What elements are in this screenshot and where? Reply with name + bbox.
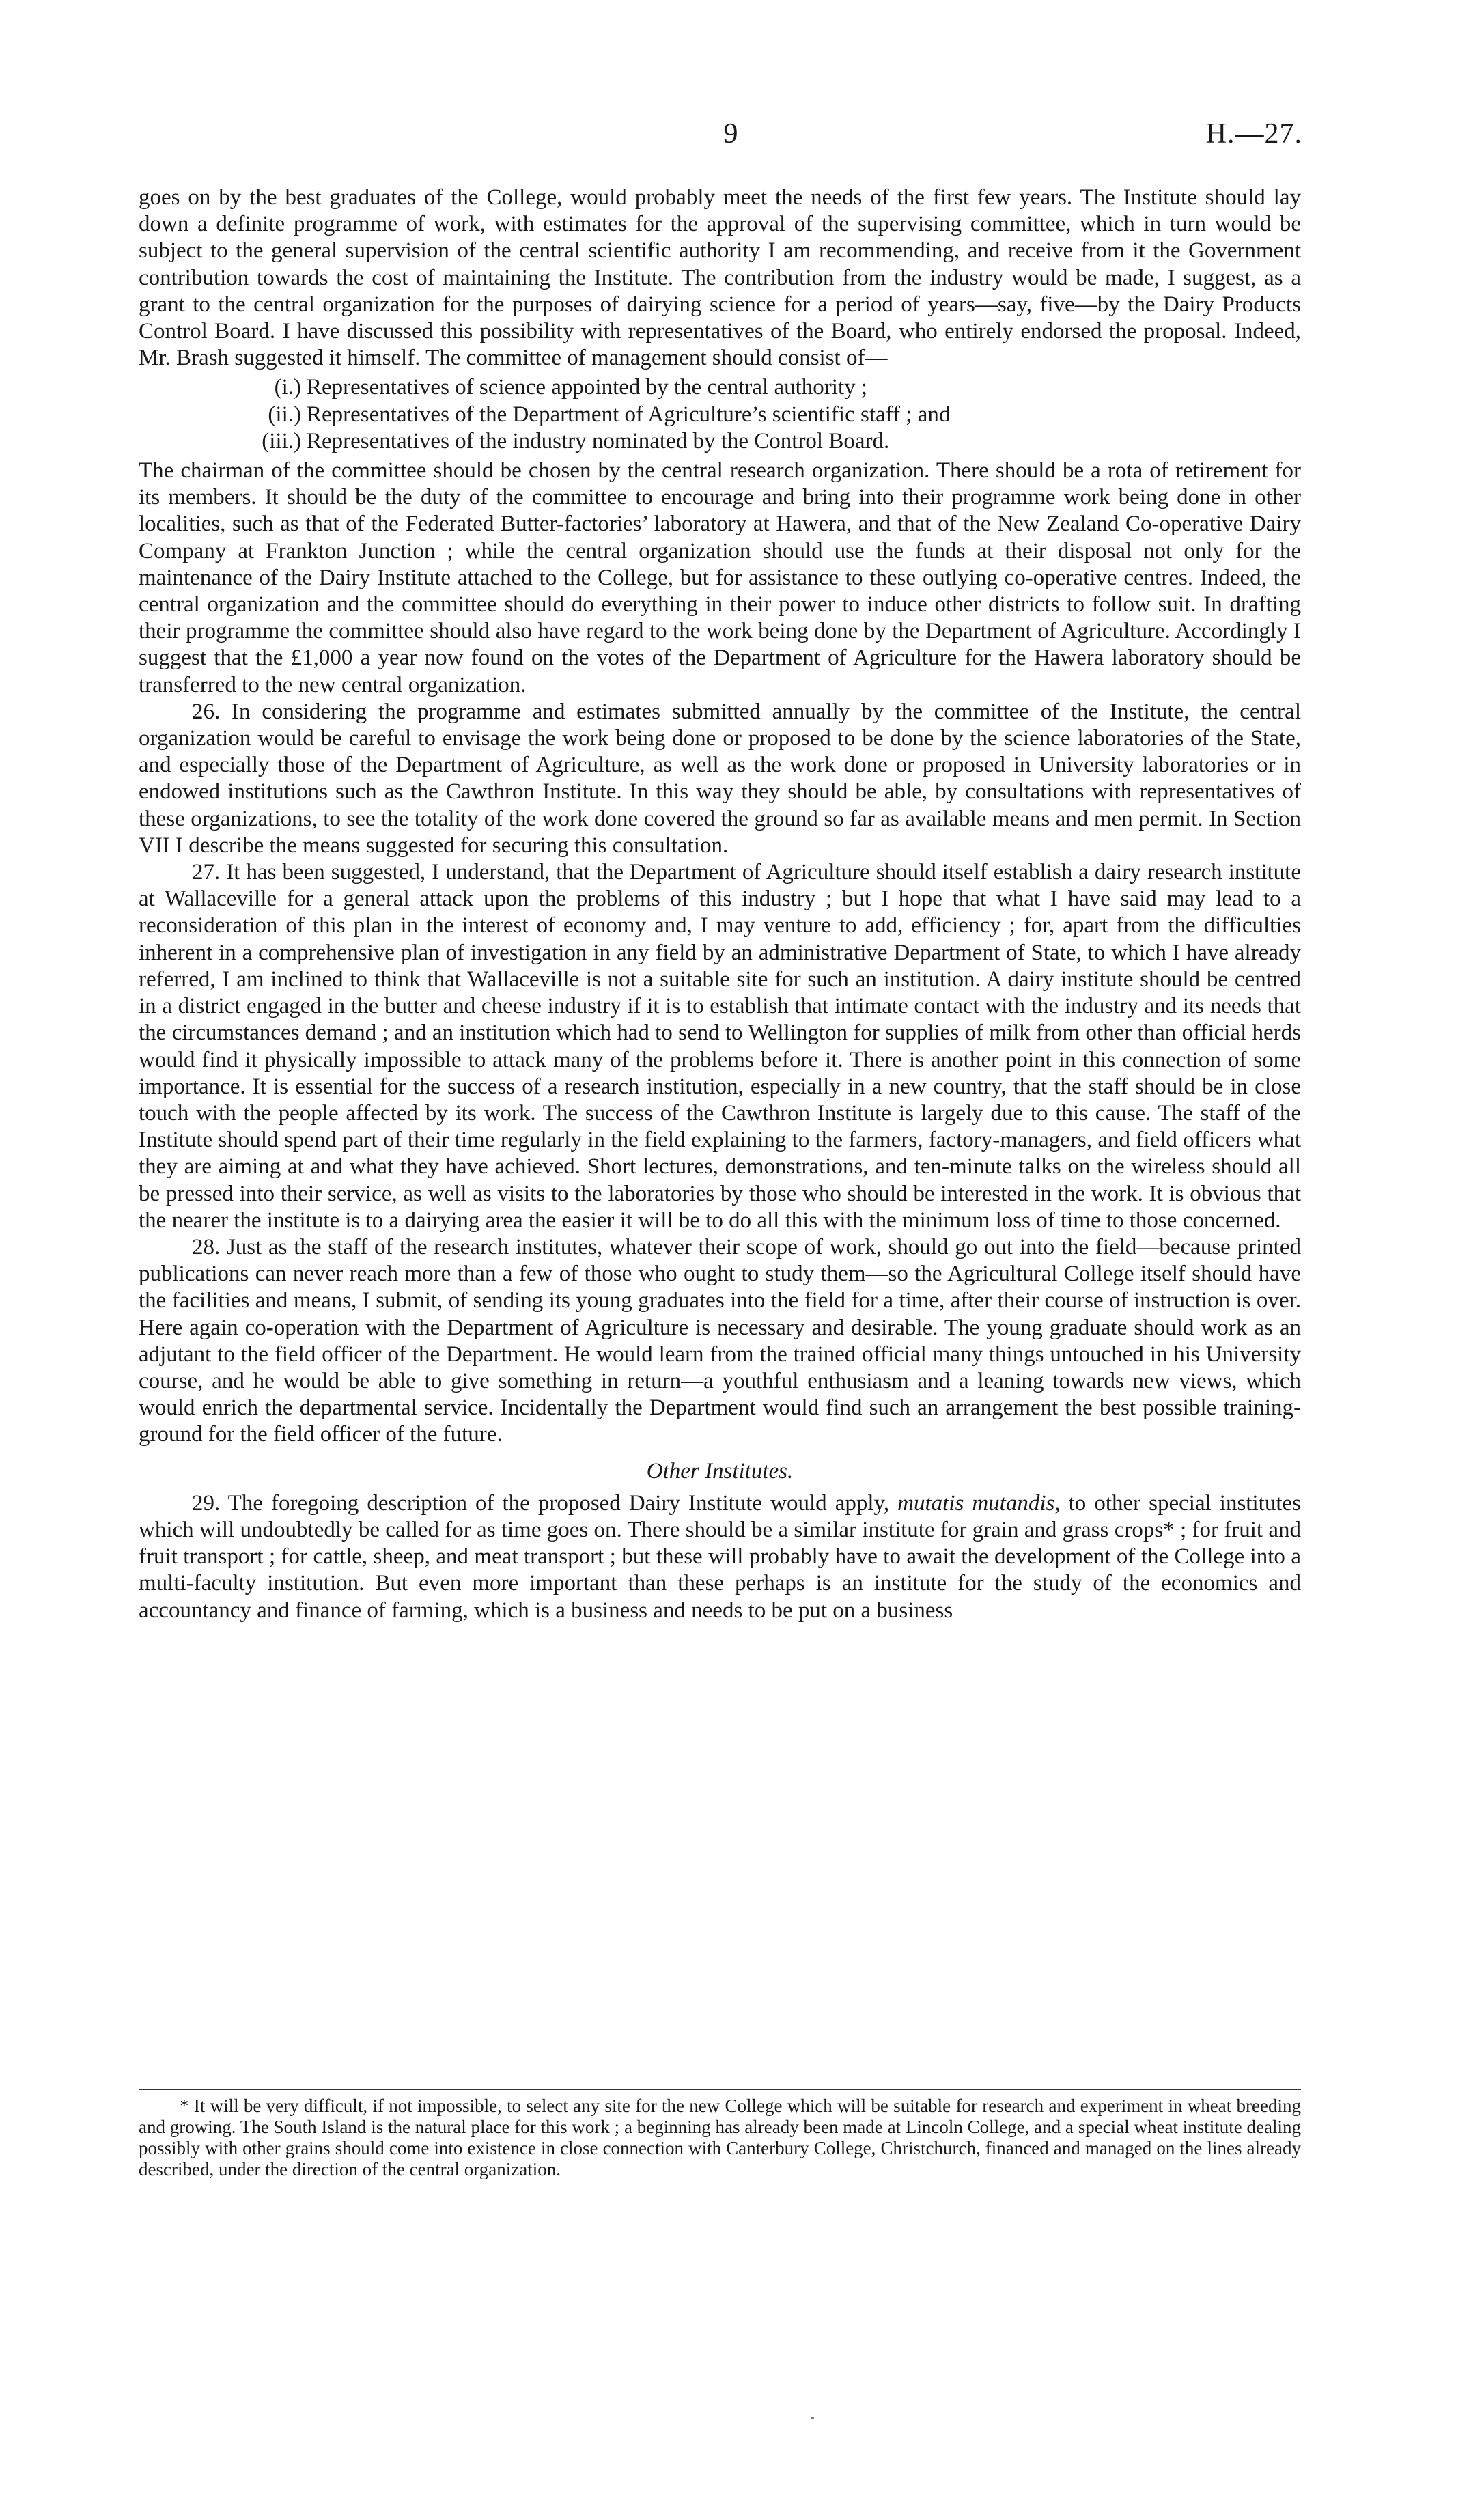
paragraph-26: 26. In considering the programme and estimates submitted annually by the committee of the Institute, the central organization would be careful to envisage the work being done or proposed to be done by the science laboratories of the State, and especially those of the Department of Agriculture, as well as the work done or proposed in University laboratories or in endowed institutions such as the Cawthron Institute. In this way they should be able, by consultations with representatives of these organizations, to see the totality of the work done covered the ground so far as available means and men permit. In Section VII I describe the means suggested for securing this consultation.	[139, 699, 1301, 858]
paragraph-29	[139, 1490, 1301, 1624]
document-code: H.—27.	[1205, 118, 1302, 150]
list-item-text: Representatives of science appointed by the central authority ;	[307, 375, 868, 400]
paragraph-chairman: The chairman of the committee should be chosen by the central research organization. There should be a rota of retirement for its members. It should be the duty of the committee to encourage and bring into their programme work being done in other localities, such as that of the Federated Butter-factories’ laboratory at Hawera, and that of the New Zealand Co-operative Dairy Company at Frankton Junction ; while the central organization should use the funds at their disposal not only for the maintenance of the Dairy Institute attached to the College, but for assistance to these outlying co-operative centres. Indeed, the central organization and the committee should do everything in their power to induce other districts to follow suit. In drafting their programme the committee should also have regard to the work being done by the Department of Agriculture. Accordingly I suggest that the £1,000 a year now found on the votes of the Department of Agriculture for the Hawera laboratory should be transferred to the new central organization.	[139, 458, 1301, 697]
section-heading: Other Institutes.	[646, 1458, 794, 1484]
body-text	[139, 184, 1301, 1624]
footnote-divider	[139, 2089, 1301, 2090]
list-item	[139, 374, 1301, 401]
footnote: * It will be very difficult, if not impossible, to select any site for the new College which will be suitable for research and experiment in wheat breeding and growing. The South Island is the natural place for this work ; a beginning has already been made at Lincoln College, and a special wheat institute dealing possibly with other grains should come into existence in close connection with Canterbury College, Christchurch, financed and managed on the lines already described, under the direction of the central organization.	[139, 2095, 1301, 2179]
list-item-text: Representatives of the Department of Agriculture’s scientific staff ; and	[307, 402, 951, 427]
latin-phrase: mutatis mutandis	[897, 1490, 1055, 1516]
paragraph-28: 28. Just as the staff of the research institutes, whatever their scope of work, should go out into the field—because printed publications can never reach more than a few of those who ought to study them—so the Agricultural College itself should have the facilities and means, I submit, of sending its young graduates into the field for a time, after their course of instruction is over. Here again co-operation with the Department of Agriculture is necessary and desirable. The young graduate should work as an adjutant to the field officer of the Department. He would learn from the trained official many things untouched in his University course, and he would be able to give something in return—a youthful enthusiasm and a leaning towards new views, which would enrich the departmental service. Incidentally the Department would find such an arrangement the best possible training-ground for the field officer of the future.	[139, 1234, 1301, 1447]
paragraph-29-start: 29. The foregoing description of the proposed Dairy Institute would apply,	[192, 1490, 898, 1516]
paragraph-continued: goes on by the best graduates of the College, would probably meet the needs of the first few years. The Institute should lay down a definite programme of work, with estimates for the approval of the supervising committee, which in turn would be subject to the general supervision of the central scientific authority I am recommending, and receive from it the Government contribution towards the cost of maintaining the Institute. The contribution from the industry would be made, I suggest, as a grant to the central organization for the purposes of dairying science for a period of years—say, five—by the Dairy Products Control Board. I have discussed this possibility with representatives of the Board, who entirely endorsed the proposal. Indeed, Mr. Brash suggested it himself. The committee of management should consist of—	[139, 185, 1301, 371]
list-item	[139, 428, 1301, 455]
page-number: 9	[723, 118, 738, 150]
list-item-number: (ii.)	[268, 402, 301, 427]
paragraph-29-rest: , to other special institutes which will undoubtedly be called for as time goes on. There should be a similar institute for grain and grass crops* ; for fruit and fruit transport ; for cattle, sheep, and meat transport ; but these will probably have to await the development of the College into a multi-faculty institution. But even more important than these perhaps is an institute for the study of the economics and accountancy and finance of farming, which is a business and needs to be put on a business	[139, 1490, 1301, 1623]
list-item-number: (i.)	[274, 375, 301, 400]
page-speck	[811, 2417, 814, 2419]
committee-list	[139, 374, 1301, 455]
list-item-number: (iii.)	[262, 428, 301, 454]
paragraph-27: 27. It has been suggested, I understand, that the Department of Agriculture should itself establish a dairy research institute at Wallaceville for a general attack upon the problems of this industry ; but I hope that what I have said may lead to a reconsideration of this plan in the interest of economy and, I may venture to add, efficiency ; for, apart from the difficulties inherent in a comprehensive plan of investigation in any field by an administrative Department of State, to which I have already referred, I am inclined to think that Wallaceville is not a suitable site for such an institution. A dairy institute should be centred in a district engaged in the butter and cheese industry if it is to establish that intimate contact with the industry and its needs that the circumstances demand ; and an institution which had to send to Wellington for supplies of milk from other than official herds would find it physically impossible to attack many of the problems before it. There is another point in this connection of some importance. It is essential for the success of a research institution, especially in a new country, that the staff should be in close touch with the people affected by its work. The success of the Cawthron Institute is largely due to this cause. The staff of the Institute should spend part of their time regularly in the field explaining to the farmers, factory-managers, and field officers what they are aiming at and what they have achieved. Short lectures, demonstrations, and ten-minute talks on the wireless should all be pressed into their service, as well as visits to the laboratories by those who should be interested in the work. It is obvious that the nearer the institute is to a dairying area the easier it will be to do all this with the minimum loss of time to those concerned.	[139, 860, 1301, 1233]
list-item-text: Representatives of the industry nominated by the Control Board.	[307, 428, 890, 454]
list-item	[139, 402, 1301, 428]
